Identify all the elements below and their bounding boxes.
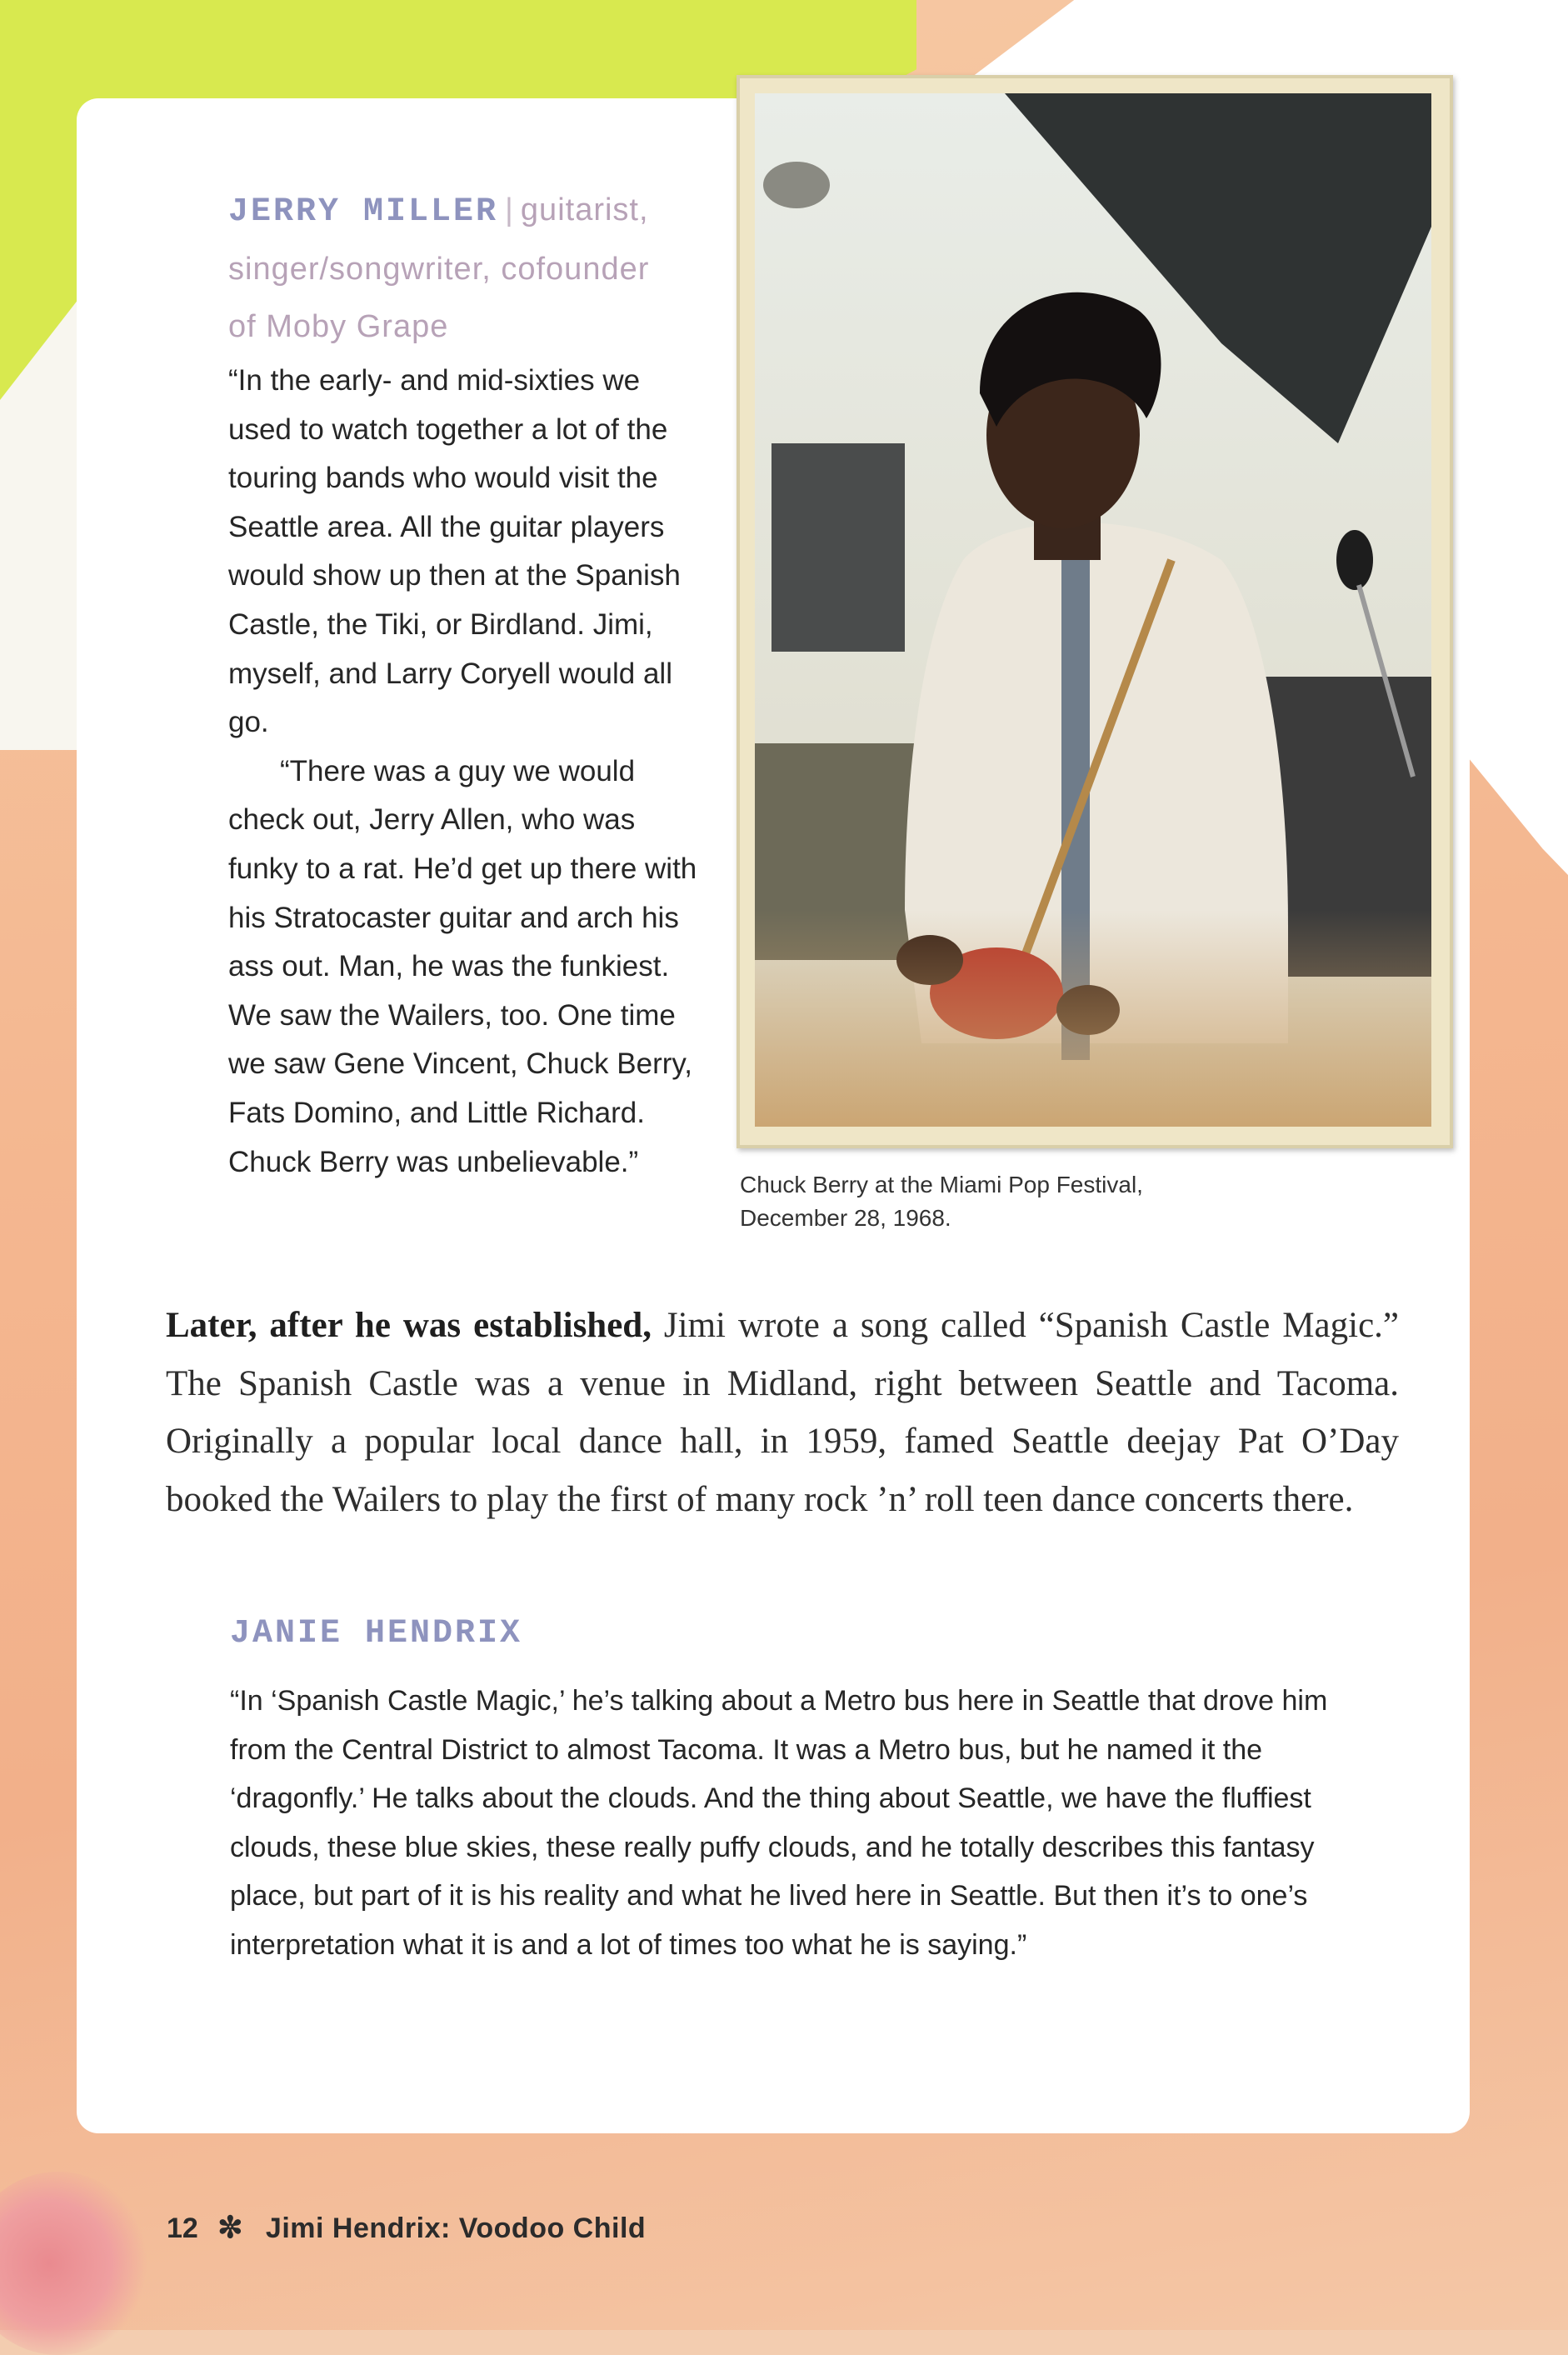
asterisk-ornament-icon: ✼ [217,2210,243,2244]
sidebar-jerry-miller-heading [228,182,695,356]
speaker-role: guitarist, [520,192,649,228]
run-in-lead: Later, after he was established, [166,1306,652,1345]
speaker-cabinet [772,443,905,652]
caption-line: Chuck Berry at the Miami Pop Festival, [740,1172,1143,1198]
running-title: Jimi Hendrix: Voodoo Child [265,2212,647,2244]
sidebar-jerry-miller-quote [228,357,703,1187]
foreground-blur [755,910,1431,1127]
page-number: 12 [167,2212,198,2244]
speaker-role-line2: singer/songwriter, cofounder [228,252,650,287]
quote-paragraph: “There was a guy we would check out, Jerry Allen, who was funky to a rat. He’d get up there with his Stratocaster guitar and arch his ass out. Man, he was the funkiest. We saw the Wailers, too. One time we saw Gene Vincent, Chuck Berry, Fats Domino, and Little Richard. Chuck Berry was unbelievable.” [228,754,697,1178]
microphone [1336,530,1373,590]
foreground-object [763,162,830,208]
main-paragraph-text: Jimi wrote a song called “Spanish Castle Magic.” The Spanish Castle was a venue in Midland, right between Seattle and Tacoma. Originally a popular local dance hall, in 1959, famed Seattle deejay Pat O’Day booked the Wailers to play the first of many rock ’n’ roll teen dance concerts there. [166,1306,1399,1519]
name-separator: | [505,192,514,228]
photo-caption [740,1168,1206,1235]
page-footer [167,2210,646,2245]
quote-paragraph: “In the early- and mid-sixties we used to watch together a lot of the touring bands who would visit the Seattle area. All the guitar players would show up then at the Spanish Castle, the Tiki, or Birdland. Jimi, myself, and Larry Coryell would all go. [228,364,681,739]
speaker-name-janie-hendrix: JANIE HENDRIX [230,1615,523,1652]
speaker-name: JERRY MILLER [228,193,499,231]
photo-image [755,93,1431,1127]
main-paragraph [166,1297,1399,1528]
sidebar-janie-hendrix-quote: “In ‘Spanish Castle Magic,’ he’s talking about a Metro bus here in Seattle that drove him from the Central District to almost Tacoma. It was a Metro bus, but he named it the ‘dragonfly.’ He talks about the clouds. And the thing about Seattle, we have the fluffiest clouds, these blue skies, these really puffy clouds, and he totally describes this fantasy place, but part of it is his reality and what he lived here in Seattle. But then it’s to one’s interpretation what it is and a lot of times too what he is saying.” [230,1685,1328,1961]
speaker-role-line3: of Moby Grape [228,309,449,344]
photo-chuck-berry [737,75,1453,1148]
caption-line: December 28, 1968. [740,1205,951,1231]
